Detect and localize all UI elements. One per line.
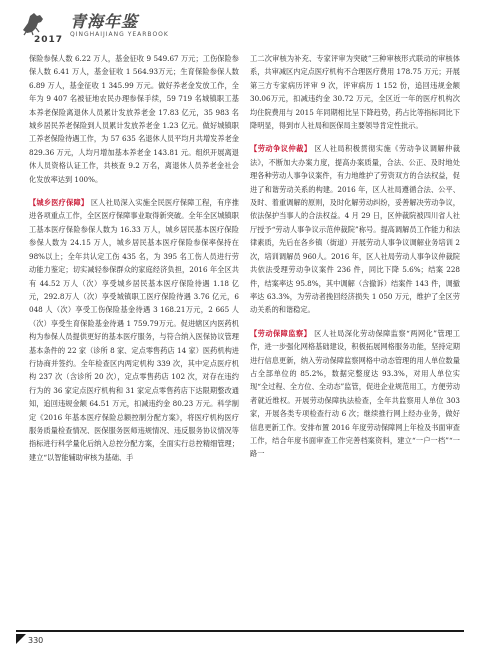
arbitration-paragraph: 区人社局积极贯彻实施《劳动争议调解仲裁法》，不断加大办案力度，提高办案质量，合法、公正、及时地处理各种劳动人事争议案件，有力地维护了劳资双方的合法权益，促进了和谐劳动关系的构建。2016 年，区人社局遵循合法、公平、及时、着重调解的原则，及时化解劳动纠纷，妥善解决劳动争议，依法保护当事人的合法权益。4 月 29 日，区仲裁院被四川省人社厅授予“劳动人事争议示范仲裁院”称号。提高调解员工作能力和法律素质，先后在各乡镇（街道）开展劳动人事争议调解业务培训 2 次，培训调解员 960人。2016 年，区人社局劳动人事争议仲裁院共依法受理劳动争议案件 236 件，同比下降 5.6%；结案 228 件，结案率达 95.8%，其中调解（含撤诉）结案件 143 件，调撤率达 63.3%，为劳动者挽回经济损失 1 050 万元，维护了全区劳动关系的和谐稳定。 xyxy=(250,144,460,315)
medical-section xyxy=(29,196,239,464)
footer-rule xyxy=(16,630,464,632)
arbitration-section xyxy=(250,142,460,316)
arbitration-heading: 【劳动争议仲裁】 xyxy=(250,144,312,154)
page-number: 330 xyxy=(28,636,44,645)
right-column xyxy=(250,52,460,461)
medical-heading: 【城乡医疗保障】 xyxy=(29,198,89,208)
yearbook-title: 青海年鉴 xyxy=(70,12,139,31)
footer-mark-icon xyxy=(16,634,26,644)
pension-paragraph: 保险参保人数 6.22 万人，基金征收 9 549.67 万元；工伤保险参保人数 6.41 万人，基金征收 1 564.93万元；生育保险参保人数 6.89 万人，基金征收 1 345.99 万元。做好养老金发放工作，全年为 9 407 名被征地农民办理参保手续，59 719 名城镇职工基本养老保险离退休人员累计发放养老金 17.83 亿元，35 983 名城乡居民养老保险到人员累计发放养老金 1.23 亿元。做好城镇职工养老保险待遇工作，为 57 635 名退休人员平均月共增发养老金 829.36 万元，人均月增加基本养老金 143.81 元。组织开展离退休人员资格认证工作，共核查 9.2 万名，离退休人员养老金社会化发放率达到 100%。 xyxy=(29,54,239,184)
page-header xyxy=(20,6,220,48)
inspection-section xyxy=(250,327,460,461)
left-column xyxy=(29,52,239,464)
horse-logo-icon xyxy=(20,10,48,36)
inspection-heading: 【劳动保障监察】 xyxy=(250,328,312,338)
medical-paragraph: 区人社局深入实施全民医疗保障工程，有序推进各项重点工作，全区医疗保障事业取得新突破。全年全区城镇职工基本医疗保险参保人数为 16.33 万人，城乡居民基本医疗保险参保人数为 24.15 万人，城乡居民基本医疗保险参保率保持在 98%以上；全年共认定工伤 435 名，为 395 名工伤人员进行劳动能力鉴定；切实减轻参保群众的家庭经济负担，2016 年全区共有 44.52 万人（次）享受城乡居民基本医疗保险待遇 1.18 亿元，292.8万人（次）享受城镇职工医疗保险待遇 3.76 亿元，6 048 人（次）享受工伤保险基金待遇 3 168.21万元，2 665 人（次）享受生育保险基金待遇 1 759.79万元。促进辖区内医药机构为参保人员提供更好的基本医疗服务，与符合纳入医保协议管理基本条件的 22 家（诊所 8 家、定点零售药店 14 家）医药机构进行协商并签约。全年检查区内两定机构 339 次，其中定点医疗机构 237 次（含诊所 20 次），定点零售药店 102 次，对存在违约行为的 36 家定点医疗机构和 31 家定点零售药店下达限期整改通知，追回违规金额 64.51 万元，扣减违约金 80.23 万元。科学制定《2016 年基本医疗保险总额控制分配方案》，将医疗机构医疗服务质量检查情况、医保服务医师违规情况、违反服务协议情况等指标进行科学量化后纳入总控分配方案，全面实行总控精细管理；建立“以智能辅助审核为基础、手 xyxy=(29,198,239,462)
yearbook-year: 2017 xyxy=(34,35,64,45)
review-paragraph: 工二次审核为补充、专家评审为突破”三种审核形式联动的审核体系，共审减区内定点医疗机构不合理医疗费用 178.75 万元；开展第三方专家病历评审 9 次，评审病历 1 152 份，追回违规金额 30.06万元，扣减违约金 30.72 万元，全区近一年的医疗机构次均住院费用与 2015 年同期相比呈下降趋势，药占比等指标同比下降明显，得到市人社局和医保局主要领导肯定性批示。 xyxy=(250,54,460,131)
yearbook-subtitle: QINGHAIJIANG YEARBOOK xyxy=(70,31,169,38)
inspection-paragraph: 区人社局深化劳动保障监察“两网化”管理工作，进一步强化网格基础建设，积极拓展网格服务功能，坚持定期进行信息更新，纳入劳动保障监察网格中动态管理的用人单位数量占全部单位的 85.2%，数据完整度达 93.3%，对用人单位实现“全过程、全方位、全动态”监管，促进企业规范用工，方便劳动者就近维权。开展劳动保障执法检查，全年共监察用人单位 303 家，开展各类专项检查行动 6 次；继续推行网上经办业务，做好信息更新工作。安排布置 2016 年度劳动保障网上年检及书面审查工作，结合年度书面审查工作完善档案资料，建立“一户一档”“一路一 xyxy=(250,328,460,459)
